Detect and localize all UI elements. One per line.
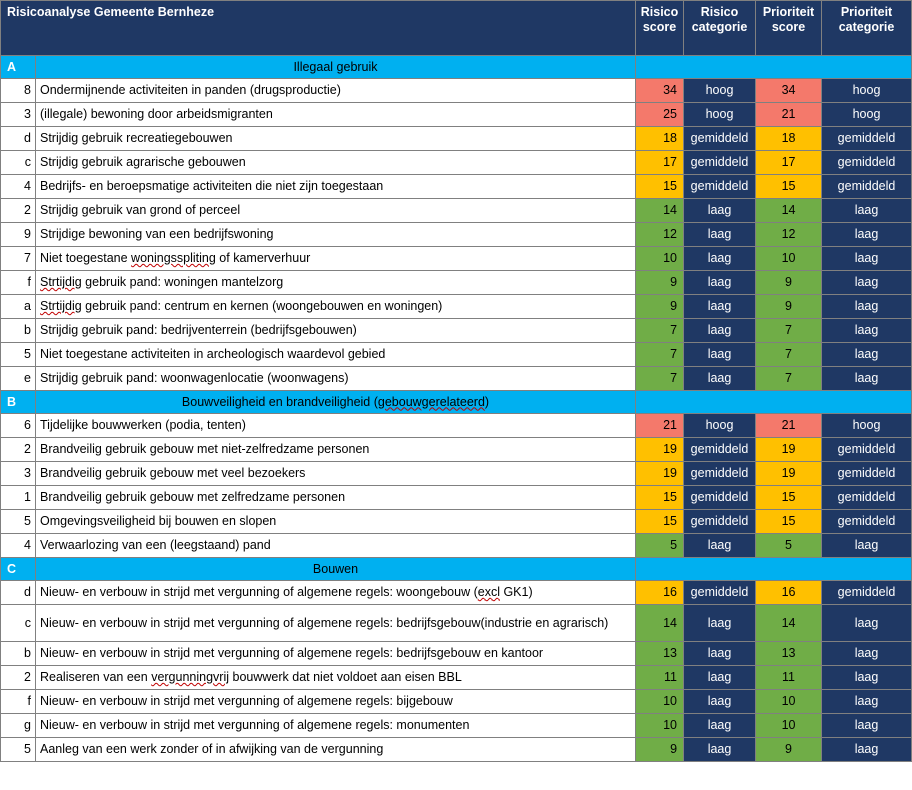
table-row (1, 438, 912, 462)
risk-category: laag (684, 295, 756, 319)
risk-score: 9 (636, 738, 684, 762)
header-risk-score: Risico score (636, 1, 684, 56)
risk-score: 21 (636, 414, 684, 438)
risk-score: 34 (636, 79, 684, 103)
risk-category: laag (684, 605, 756, 642)
risk-category: hoog (684, 103, 756, 127)
row-description: Strijdig gebruik agrarische gebouwen (36, 151, 636, 175)
section-fill (636, 391, 912, 414)
row-code: 9 (1, 223, 36, 247)
risk-score: 7 (636, 343, 684, 367)
priority-category: laag (822, 271, 912, 295)
row-description: Brandveilig gebruik gebouw met zelfredzame personen (36, 486, 636, 510)
risk-score: 7 (636, 367, 684, 391)
table-row (1, 223, 912, 247)
row-description: Bedrijfs- en beroepsmatige activiteiten die niet zijn toegestaan (36, 175, 636, 199)
priority-category: hoog (822, 414, 912, 438)
row-code: a (1, 295, 36, 319)
risk-category: laag (684, 738, 756, 762)
risk-category: laag (684, 223, 756, 247)
row-description: Ondermijnende activiteiten in panden (drugsproductie) (36, 79, 636, 103)
risk-category: laag (684, 367, 756, 391)
row-code: 7 (1, 247, 36, 271)
row-code: 8 (1, 79, 36, 103)
row-code: f (1, 271, 36, 295)
priority-score: 7 (756, 319, 822, 343)
risk-score: 12 (636, 223, 684, 247)
table-title: Risicoanalyse Gemeente Bernheze (1, 1, 636, 56)
priority-score: 14 (756, 199, 822, 223)
priority-category: laag (822, 223, 912, 247)
row-code: 3 (1, 103, 36, 127)
risk-category: gemiddeld (684, 175, 756, 199)
section-fill (636, 56, 912, 79)
risk-category: hoog (684, 79, 756, 103)
row-code: 2 (1, 666, 36, 690)
row-description: Brandveilig gebruik gebouw met niet-zelfredzame personen (36, 438, 636, 462)
row-description: Nieuw- en verbouw in strijd met vergunning of algemene regels: bedrijfsgebouw en kantoor (36, 642, 636, 666)
row-description: Tijdelijke bouwwerken (podia, tenten) (36, 414, 636, 438)
priority-category: gemiddeld (822, 127, 912, 151)
risk-score: 14 (636, 605, 684, 642)
priority-category: laag (822, 666, 912, 690)
row-description: Omgevingsveiligheid bij bouwen en slopen (36, 510, 636, 534)
priority-category: laag (822, 534, 912, 558)
row-description: Realiseren van een vergunningvrij bouwwerk dat niet voldoet aan eisen BBL (36, 666, 636, 690)
row-code: c (1, 151, 36, 175)
section-title: Bouwen (36, 558, 636, 581)
risk-score: 13 (636, 642, 684, 666)
header-priority-category: Prioriteit categorie (822, 1, 912, 56)
row-description: Strijdig gebruik recreatiegebouwen (36, 127, 636, 151)
row-description: Strijdig gebruik van grond of perceel (36, 199, 636, 223)
row-code: 1 (1, 486, 36, 510)
table-row (1, 271, 912, 295)
section-title: Bouwveiligheid en brandveiligheid (gebouwgerelateerd) (36, 391, 636, 414)
header-risk-category: Risico categorie (684, 1, 756, 56)
section-code: C (1, 558, 36, 581)
table-row (1, 486, 912, 510)
priority-category: laag (822, 319, 912, 343)
risk-category: laag (684, 714, 756, 738)
risk-score: 9 (636, 295, 684, 319)
row-code: g (1, 714, 36, 738)
row-description: Aanleg van een werk zonder of in afwijking van de vergunning (36, 738, 636, 762)
priority-score: 13 (756, 642, 822, 666)
risk-score: 5 (636, 534, 684, 558)
risk-category: laag (684, 690, 756, 714)
priority-category: gemiddeld (822, 151, 912, 175)
table-row (1, 367, 912, 391)
priority-category: laag (822, 714, 912, 738)
risk-score: 17 (636, 151, 684, 175)
table-row (1, 714, 912, 738)
priority-score: 16 (756, 581, 822, 605)
risk-score: 15 (636, 510, 684, 534)
table-body (1, 56, 912, 762)
priority-score: 11 (756, 666, 822, 690)
risk-category: laag (684, 319, 756, 343)
row-description: Niet toegestane woningsspliting of kamerverhuur (36, 247, 636, 271)
row-code: 2 (1, 438, 36, 462)
risk-category: laag (684, 666, 756, 690)
risk-category: laag (684, 343, 756, 367)
row-code: b (1, 319, 36, 343)
priority-category: gemiddeld (822, 510, 912, 534)
section-header-row (1, 558, 912, 581)
table-row (1, 151, 912, 175)
risk-score: 10 (636, 247, 684, 271)
table-row (1, 103, 912, 127)
priority-score: 21 (756, 414, 822, 438)
priority-score: 17 (756, 151, 822, 175)
risk-score: 15 (636, 175, 684, 199)
priority-score: 14 (756, 605, 822, 642)
row-code: 4 (1, 175, 36, 199)
risk-category: gemiddeld (684, 151, 756, 175)
row-description: Niet toegestane activiteiten in archeologisch waardevol gebied (36, 343, 636, 367)
row-description: Nieuw- en verbouw in strijd met vergunning of algemene regels: bedrijfsgebouw(industrie en agrarisch) (36, 605, 636, 642)
row-code: b (1, 642, 36, 666)
row-code: 2 (1, 199, 36, 223)
risk-category: gemiddeld (684, 510, 756, 534)
priority-category: laag (822, 642, 912, 666)
risk-score: 19 (636, 438, 684, 462)
row-description: Strijdig gebruik pand: bedrijventerrein (bedrijfsgebouwen) (36, 319, 636, 343)
table-row (1, 247, 912, 271)
row-code: 5 (1, 738, 36, 762)
row-description: Strijdig gebruik pand: woonwagenlocatie (woonwagens) (36, 367, 636, 391)
risk-category: laag (684, 199, 756, 223)
priority-category: laag (822, 690, 912, 714)
priority-category: gemiddeld (822, 486, 912, 510)
row-code: 6 (1, 414, 36, 438)
risk-score: 19 (636, 462, 684, 486)
table-row (1, 295, 912, 319)
risk-category: laag (684, 534, 756, 558)
risk-score: 18 (636, 127, 684, 151)
priority-score: 19 (756, 462, 822, 486)
header-row (1, 1, 912, 56)
row-description: Strtijdig gebruik pand: woningen mantelzorg (36, 271, 636, 295)
row-code: 5 (1, 510, 36, 534)
row-code: 3 (1, 462, 36, 486)
priority-score: 21 (756, 103, 822, 127)
section-code: A (1, 56, 36, 79)
priority-category: laag (822, 367, 912, 391)
table-row (1, 642, 912, 666)
risk-category: laag (684, 271, 756, 295)
table-row (1, 462, 912, 486)
risk-category: hoog (684, 414, 756, 438)
risk-category: gemiddeld (684, 127, 756, 151)
priority-score: 34 (756, 79, 822, 103)
risk-score: 7 (636, 319, 684, 343)
risk-category: laag (684, 642, 756, 666)
risk-score: 15 (636, 486, 684, 510)
row-code: f (1, 690, 36, 714)
row-code: 5 (1, 343, 36, 367)
priority-score: 15 (756, 486, 822, 510)
priority-score: 10 (756, 247, 822, 271)
priority-score: 10 (756, 690, 822, 714)
table-row (1, 79, 912, 103)
priority-category: laag (822, 738, 912, 762)
priority-score: 19 (756, 438, 822, 462)
risk-score: 9 (636, 271, 684, 295)
row-description: Verwaarlozing van een (leegstaand) pand (36, 534, 636, 558)
table-row (1, 738, 912, 762)
priority-category: laag (822, 247, 912, 271)
row-description: Nieuw- en verbouw in strijd met vergunning of algemene regels: woongebouw (excl GK1) (36, 581, 636, 605)
table-row (1, 319, 912, 343)
table-row (1, 510, 912, 534)
risk-category: laag (684, 247, 756, 271)
priority-score: 9 (756, 295, 822, 319)
priority-score: 7 (756, 343, 822, 367)
table-row (1, 199, 912, 223)
priority-score: 7 (756, 367, 822, 391)
priority-score: 10 (756, 714, 822, 738)
table-row (1, 605, 912, 642)
risk-category: gemiddeld (684, 486, 756, 510)
priority-category: hoog (822, 103, 912, 127)
priority-category: laag (822, 343, 912, 367)
priority-score: 5 (756, 534, 822, 558)
risk-score: 10 (636, 690, 684, 714)
section-code: B (1, 391, 36, 414)
table-row (1, 534, 912, 558)
row-code: c (1, 605, 36, 642)
priority-category: laag (822, 199, 912, 223)
priority-score: 12 (756, 223, 822, 247)
risk-score: 14 (636, 199, 684, 223)
table-row (1, 414, 912, 438)
row-description: (illegale) bewoning door arbeidsmigranten (36, 103, 636, 127)
table-row (1, 175, 912, 199)
row-description: Nieuw- en verbouw in strijd met vergunning of algemene regels: monumenten (36, 714, 636, 738)
risk-category: gemiddeld (684, 462, 756, 486)
risk-category: gemiddeld (684, 438, 756, 462)
priority-category: gemiddeld (822, 462, 912, 486)
row-description: Nieuw- en verbouw in strijd met vergunning of algemene regels: bijgebouw (36, 690, 636, 714)
priority-category: laag (822, 295, 912, 319)
priority-category: gemiddeld (822, 438, 912, 462)
table-row (1, 690, 912, 714)
priority-category: laag (822, 605, 912, 642)
risk-score: 16 (636, 581, 684, 605)
row-code: e (1, 367, 36, 391)
table-row (1, 581, 912, 605)
priority-score: 18 (756, 127, 822, 151)
row-code: d (1, 127, 36, 151)
row-code: 4 (1, 534, 36, 558)
priority-score: 9 (756, 738, 822, 762)
risk-score: 11 (636, 666, 684, 690)
table-row (1, 127, 912, 151)
section-header-row (1, 391, 912, 414)
risk-category: gemiddeld (684, 581, 756, 605)
table-row (1, 666, 912, 690)
priority-score: 15 (756, 510, 822, 534)
row-description: Strtijdig gebruik pand: centrum en kernen (woongebouwen en woningen) (36, 295, 636, 319)
priority-score: 9 (756, 271, 822, 295)
section-header-row (1, 56, 912, 79)
header-priority-score: Prioriteit score (756, 1, 822, 56)
section-title: Illegaal gebruik (36, 56, 636, 79)
risk-score: 10 (636, 714, 684, 738)
table-row (1, 343, 912, 367)
priority-category: gemiddeld (822, 175, 912, 199)
priority-category: gemiddeld (822, 581, 912, 605)
priority-score: 15 (756, 175, 822, 199)
priority-category: hoog (822, 79, 912, 103)
section-fill (636, 558, 912, 581)
row-code: d (1, 581, 36, 605)
row-description: Brandveilig gebruik gebouw met veel bezoekers (36, 462, 636, 486)
row-description: Strijdige bewoning van een bedrijfswoning (36, 223, 636, 247)
risk-score: 25 (636, 103, 684, 127)
